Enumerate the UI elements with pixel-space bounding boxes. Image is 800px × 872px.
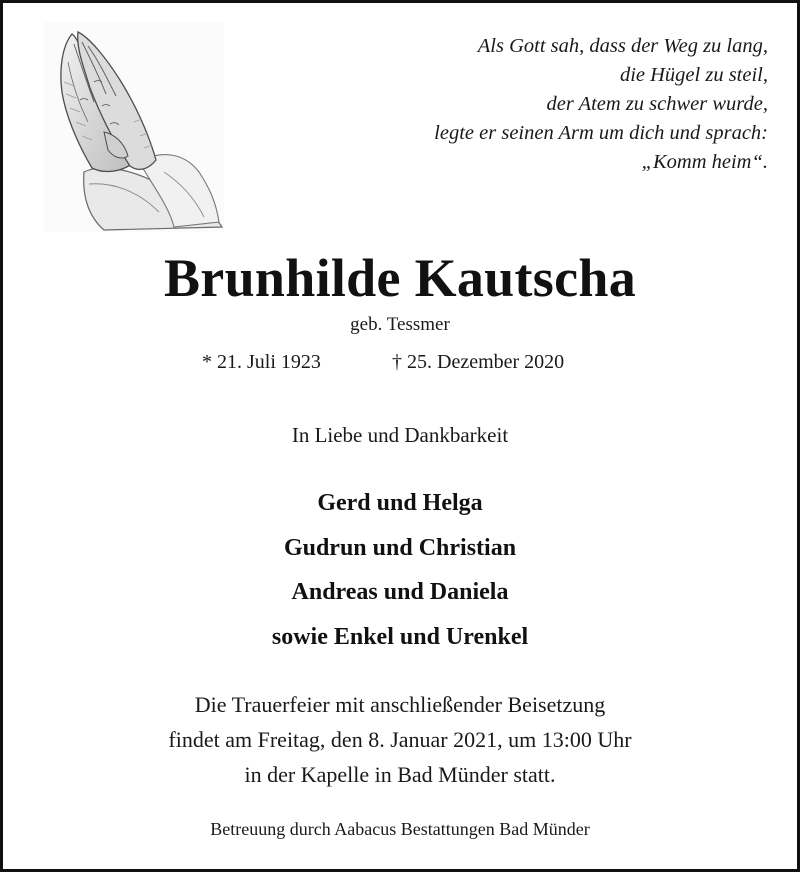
- service-line: in der Kapelle in Bad Münder statt.: [244, 762, 556, 787]
- poem-block: [434, 32, 768, 177]
- undertaker-note: Betreuung durch Aabacus Bestattungen Bad Münder: [210, 819, 590, 839]
- mourner-line: Gerd und Helga: [317, 490, 483, 516]
- poem-line: der Atem zu schwer wurde,: [546, 93, 768, 115]
- dedication: In Liebe und Dankbarkeit: [291, 423, 509, 447]
- maiden-name: geb. Tessmer: [350, 314, 450, 335]
- mourner-line: sowie Enkel und Urenkel: [271, 623, 529, 650]
- mourner-line: Andreas und Daniela: [291, 579, 509, 605]
- mourner-line: Gudrun und Christian: [283, 534, 517, 561]
- poem-line: die Hügel zu steil,: [619, 64, 768, 86]
- birth-date: * 21. Juli 1923: [202, 351, 321, 373]
- praying-hands-icon: [44, 22, 224, 232]
- poem-line: Als Gott sah, dass der Weg zu lang,: [477, 35, 768, 57]
- service-line: findet am Freitag, den 8. Januar 2021, um 13:00 Uhr: [168, 727, 632, 752]
- death-date: † 25. Dezember 2020: [392, 351, 565, 373]
- deceased-name: Brunhilde Kautscha: [163, 248, 637, 308]
- poem-line: legte er seinen Arm um dich und sprach:: [434, 122, 768, 144]
- poem-line: „Komm heim“.: [641, 151, 768, 173]
- service-info: [0, 687, 800, 792]
- service-line: Die Trauerfeier mit anschließender Beisetzung: [194, 692, 606, 717]
- mourners-list: [0, 481, 800, 659]
